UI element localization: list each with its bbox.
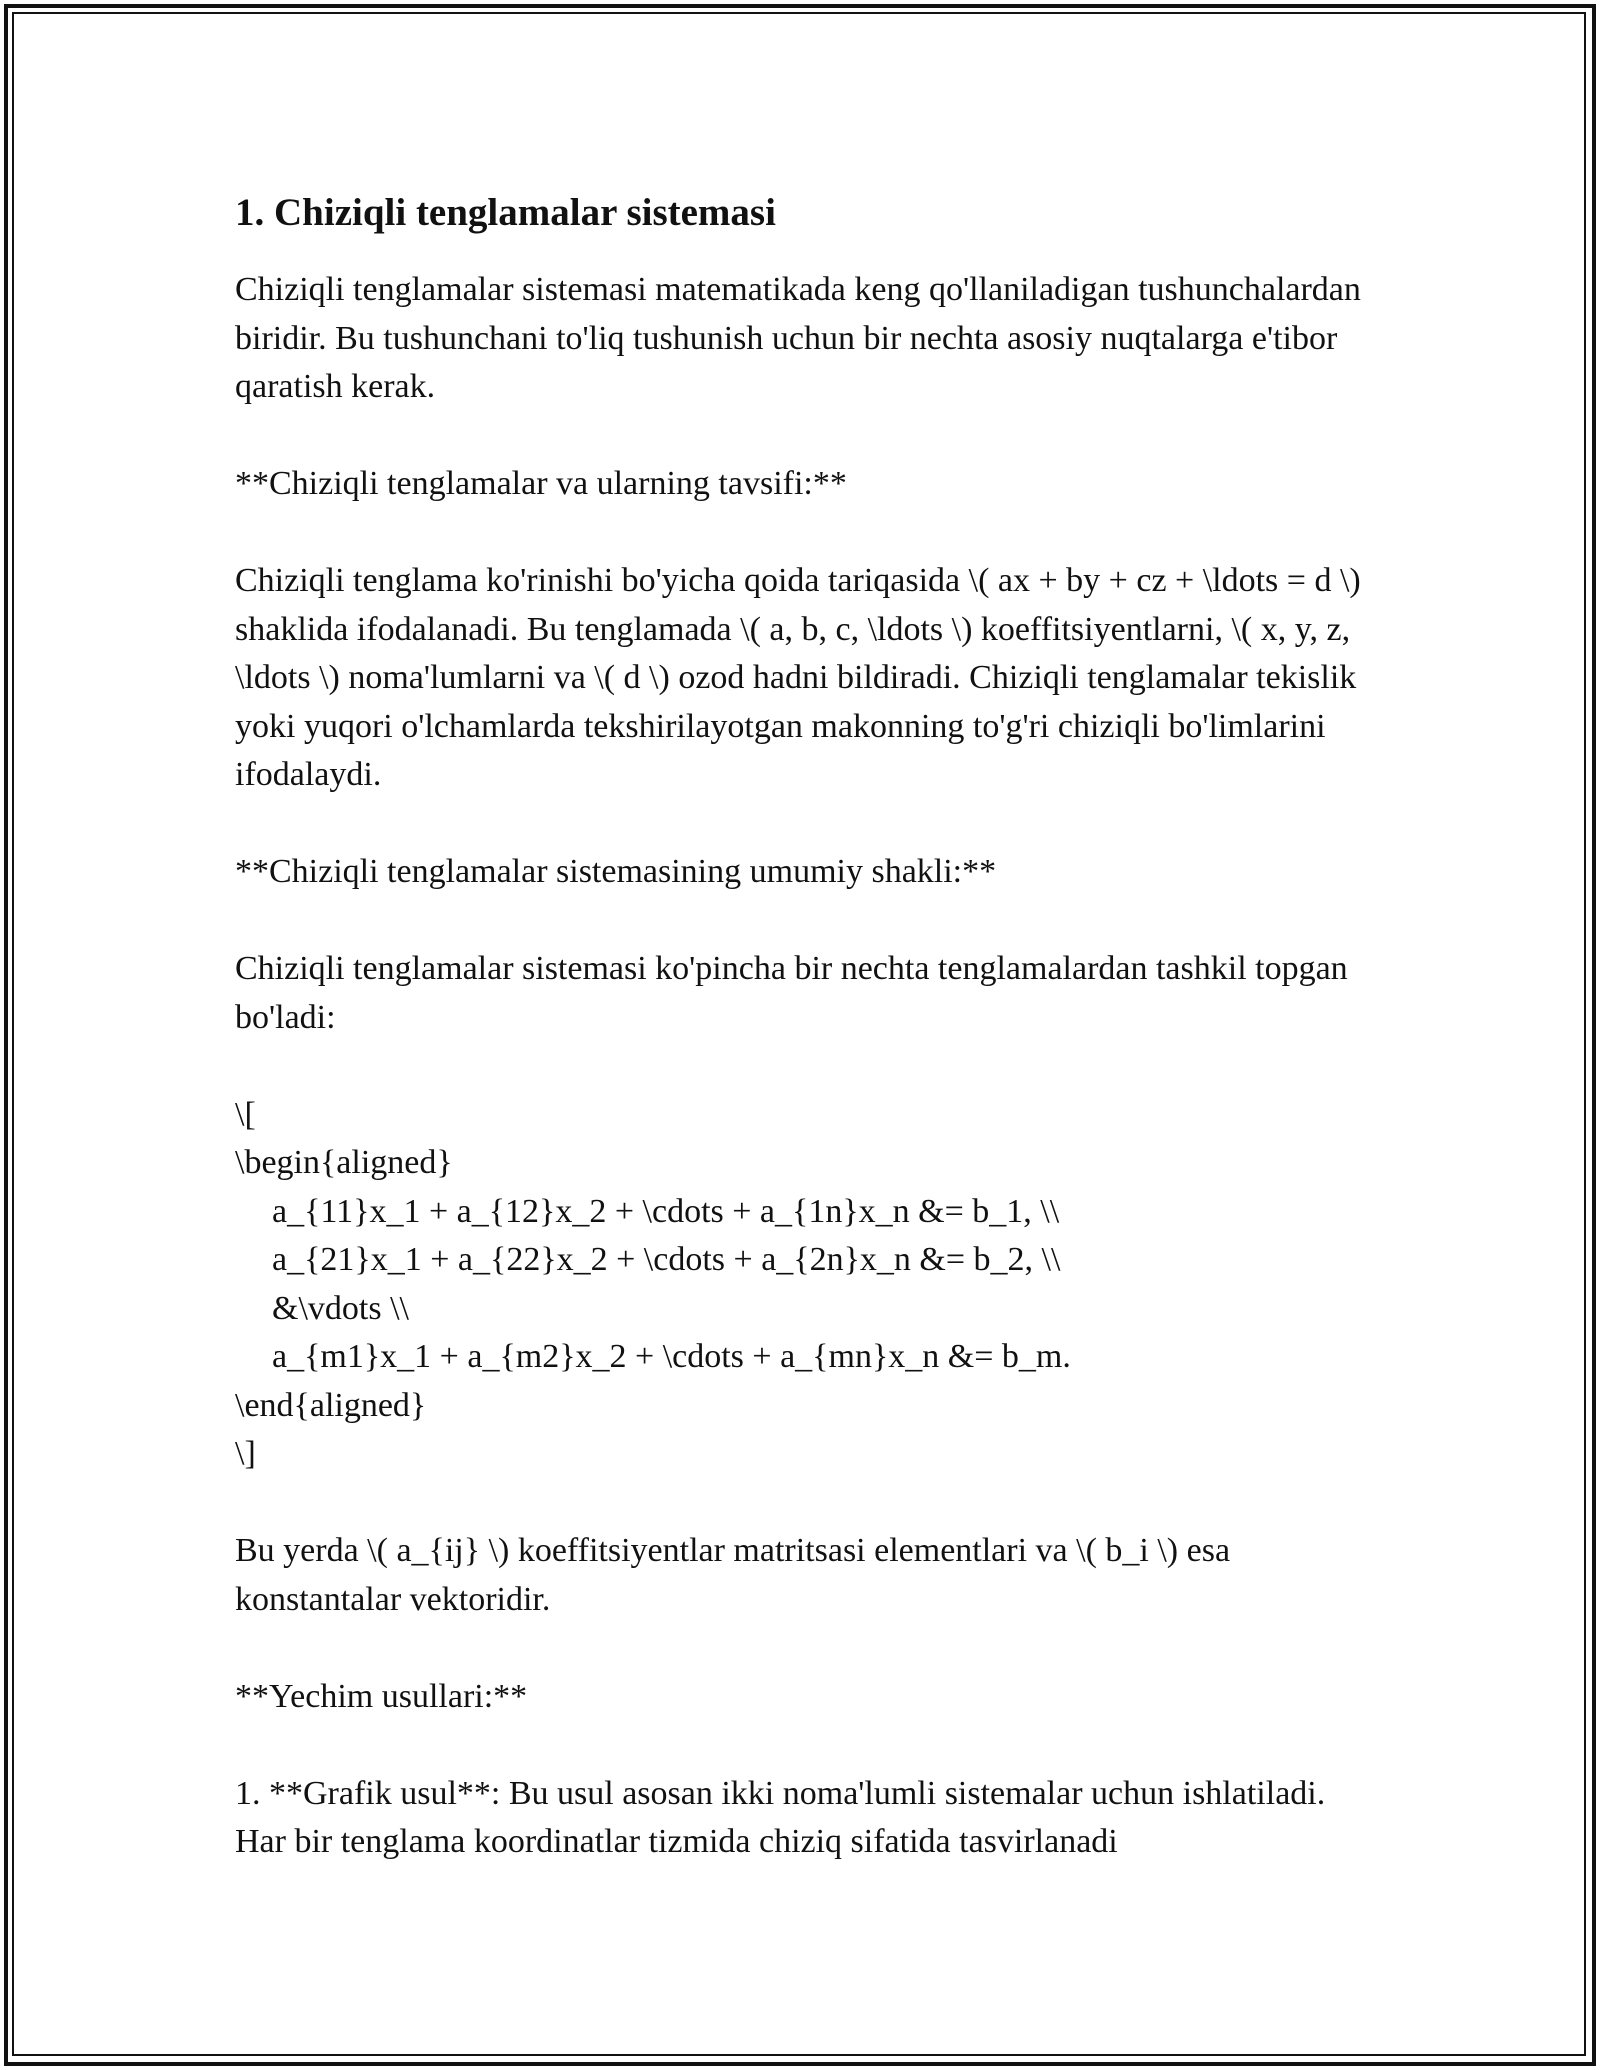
paragraph-gap <box>235 1624 1375 1673</box>
paragraph-gap <box>235 412 1375 461</box>
heading-general-form: **Chiziqli tenglamalar sistemasining umumiy shakli:** <box>235 853 997 890</box>
paragraph-gap <box>235 1479 1375 1528</box>
paragraph-gap <box>235 897 1375 946</box>
math-line: \[ <box>235 1095 256 1133</box>
math-line: a_{21}x_1 + a_{22}x_2 + \cdots + a_{2n}x_n &= b_2, \\ <box>272 1241 1061 1278</box>
paragraph-gap <box>235 800 1375 849</box>
paragraph-gap <box>235 1042 1375 1091</box>
intro-paragraph: Chiziqli tenglamalar sistemasi matematikada keng qo'llaniladigan tushunchalardan biridir. Bu tushunchani to'liq tushunish uchun bir nechta asosiy nuqtalarga e'tibor qaratish kerak. <box>235 271 1361 405</box>
matrix-paragraph: Bu yerda \( a_{ij} \) koeffitsiyentlar matritsasi elementlari va \( b_i \) esa konstantalar vektoridir. <box>235 1532 1231 1618</box>
math-line: \] <box>235 1435 256 1472</box>
math-line: &\vdots \\ <box>272 1289 409 1327</box>
general-form-paragraph: Chiziqli tenglamalar sistemasi ko'pincha bir nechta tenglamalardan tashkil topgan bo'ladi: <box>235 950 1348 1036</box>
document-title: 1. Chiziqli tenglamalar sistemasi <box>235 191 776 234</box>
document-body <box>235 186 1375 1867</box>
equation-system-block <box>235 1091 1375 1479</box>
heading-methods: **Yechim usullari:** <box>235 1677 528 1715</box>
paragraph-gap <box>235 509 1375 558</box>
heading-equations: **Chiziqli tenglamalar va ularning tavsifi:** <box>235 465 847 502</box>
math-line: a_{m1}x_1 + a_{m2}x_2 + \cdots + a_{mn}x_n &= b_m. <box>272 1338 1071 1375</box>
method-1-paragraph: 1. **Grafik usul**: Bu usul asosan ikki noma'lumli sistemalar uchun ishlatiladi. Har bir tenglama koordinatlar tizmida chiziq sifatida tasvirlanadi <box>235 1774 1326 1860</box>
paragraph-gap <box>235 1721 1375 1770</box>
math-line: \end{aligned} <box>235 1386 427 1424</box>
equations-paragraph: Chiziqli tenglama ko'rinishi bo'yicha qoida tariqasida \( ax + by + cz + \ldots = d \) shaklida ifodalanadi. Bu tenglamada \( a, b, c, \ldots \) koeffitsiyentlarni, \( x, y, z, \ldots \) noma'lumlarni va \( d \) ozod hadni bildiradi. Chiziqli tenglamalar tekislik yoki yuqori o'lchamlarda tekshirilayotgan makonning to'g'ri chiziqli bo'limlarini ifodalaydi. <box>235 562 1361 793</box>
math-line: \begin{aligned} <box>235 1144 453 1181</box>
math-line: a_{11}x_1 + a_{12}x_2 + \cdots + a_{1n}x_n &= b_1, \\ <box>272 1192 1060 1230</box>
